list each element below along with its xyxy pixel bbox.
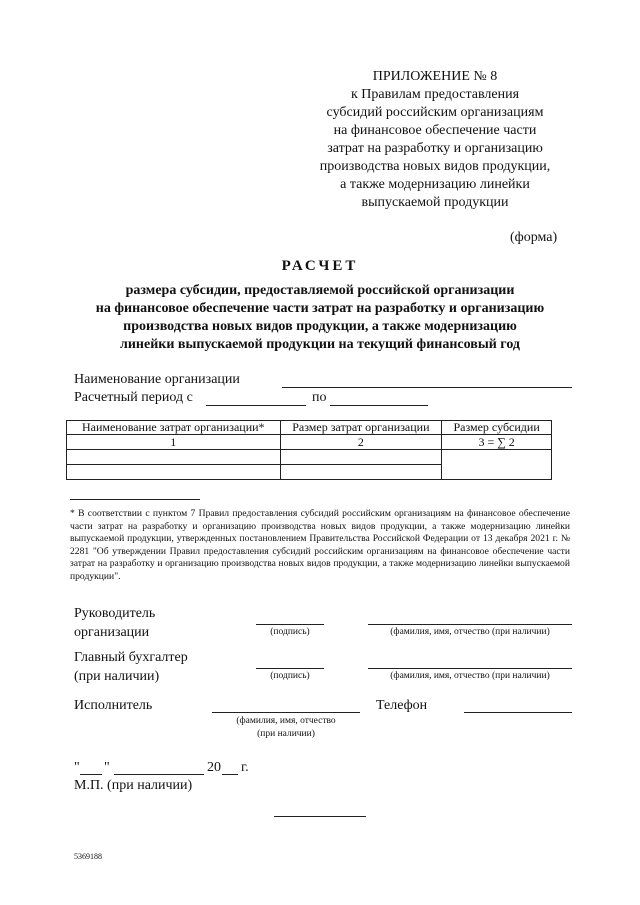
- signature-caption: (подпись): [270, 671, 310, 681]
- table-cell[interactable]: [67, 465, 281, 480]
- subtitle-line: линейки выпускаемой продукции на текущий финансовый год: [120, 337, 520, 352]
- footnote-divider: [70, 499, 200, 500]
- table-header-row: [67, 421, 552, 435]
- column-number: 2: [280, 435, 442, 450]
- head-signature-field[interactable]: [256, 624, 324, 625]
- accountant-signature-field[interactable]: [256, 668, 324, 669]
- table-cell[interactable]: [67, 450, 281, 465]
- table-cell[interactable]: [280, 450, 442, 465]
- closing-line: [274, 816, 366, 817]
- accountant-label: [74, 648, 188, 686]
- column-number: 3 = ∑ 2: [442, 435, 552, 450]
- accountant-fio-field[interactable]: [368, 668, 572, 669]
- signature-caption: (подпись): [270, 627, 310, 637]
- annex-title: ПРИЛОЖЕНИЕ № 8: [372, 69, 498, 84]
- subtitle-line: размера субсидии, предоставляемой российской организации: [125, 283, 515, 298]
- date-quote-open: ": [74, 760, 80, 775]
- table-cell[interactable]: [280, 465, 442, 480]
- period-from-label: Расчетный период с: [74, 390, 193, 405]
- document-title: РАСЧЕТ: [281, 258, 359, 274]
- executor-caption: [212, 715, 360, 741]
- table-row: [67, 450, 552, 465]
- annex-line: субсидий российским организациям: [326, 105, 544, 120]
- footnote: * В соответствии с пунктом 7 Правил предоставления субсидий российским организациям на финансовое обеспечение части затрат на разработку и организацию производства новых видов продукции, а также модернизацию линейки выпускаемой продукции, утвержденных постановлением Правительства Российской Федерации от 13 декабря 2021 г. № 2281 "Об утверждении Правил предоставления субсидий российским организациям на финансовое обеспечение части затрат на разработку и организацию производства новых видов продукции, а также модернизацию линейки выпускаемой продукции".: [70, 508, 570, 582]
- date-year-prefix: 20: [207, 760, 221, 775]
- table-number-row: [67, 435, 552, 450]
- head-label-line: организации: [74, 625, 150, 640]
- head-fio-field[interactable]: [368, 624, 572, 625]
- accountant-label-line: (при наличии): [74, 669, 160, 684]
- annex-line: затрат на разработку и организацию: [327, 141, 543, 156]
- phone-field[interactable]: [464, 712, 572, 713]
- executor-caption-line: (фамилия, имя, отчество: [236, 716, 336, 726]
- executor-label: Исполнитель: [74, 698, 153, 713]
- column-number: 1: [67, 435, 281, 450]
- header-expense-amount: Размер затрат организации: [280, 421, 442, 435]
- executor-caption-line: (при наличии): [257, 729, 315, 739]
- date-quote-close: ": [104, 760, 110, 775]
- header-subsidy-amount: Размер субсидии: [442, 421, 552, 435]
- fio-caption: (фамилия, имя, отчество (при наличии): [390, 671, 550, 681]
- annex-line: на финансовое обеспечение части: [333, 123, 537, 138]
- annex-line: производства новых видов продукции,: [319, 159, 551, 174]
- head-label-line: Руководитель: [74, 606, 156, 621]
- subtitle-line: производства новых видов продукции, а также модернизацию: [123, 319, 517, 334]
- calculation-table: [66, 420, 552, 480]
- org-name-label: Наименование организации: [74, 372, 240, 387]
- document-subtitle: [40, 282, 600, 354]
- subtitle-line: на финансовое обеспечение части затрат на разработку и организацию: [95, 301, 545, 316]
- date-day-field[interactable]: [80, 774, 102, 775]
- annex-header: [280, 68, 590, 212]
- date-year-field[interactable]: [222, 774, 238, 775]
- period-from-field[interactable]: [206, 405, 306, 406]
- org-name-field[interactable]: [282, 387, 572, 388]
- phone-label: Телефон: [376, 698, 428, 713]
- document-number: 5369188: [74, 852, 102, 861]
- annex-line: к Правилам предоставления: [350, 87, 520, 102]
- annex-line: выпускаемой продукции: [361, 195, 509, 210]
- date-month-field[interactable]: [114, 774, 204, 775]
- form-label: (форма): [510, 230, 558, 245]
- period-to-label: по: [312, 390, 327, 405]
- executor-fio-field[interactable]: [212, 712, 360, 713]
- period-to-field[interactable]: [330, 405, 428, 406]
- head-label: [74, 604, 155, 642]
- accountant-label-line: Главный бухгалтер: [74, 650, 188, 665]
- table-cell-subsidy-total[interactable]: [442, 450, 552, 480]
- date-year-suffix: г.: [241, 760, 249, 775]
- fio-caption: (фамилия, имя, отчество (при наличии): [390, 627, 550, 637]
- stamp-label: М.П. (при наличии): [74, 778, 193, 793]
- annex-line: а также модернизацию линейки: [340, 177, 530, 192]
- header-expense-name: Наименование затрат организации*: [67, 421, 281, 435]
